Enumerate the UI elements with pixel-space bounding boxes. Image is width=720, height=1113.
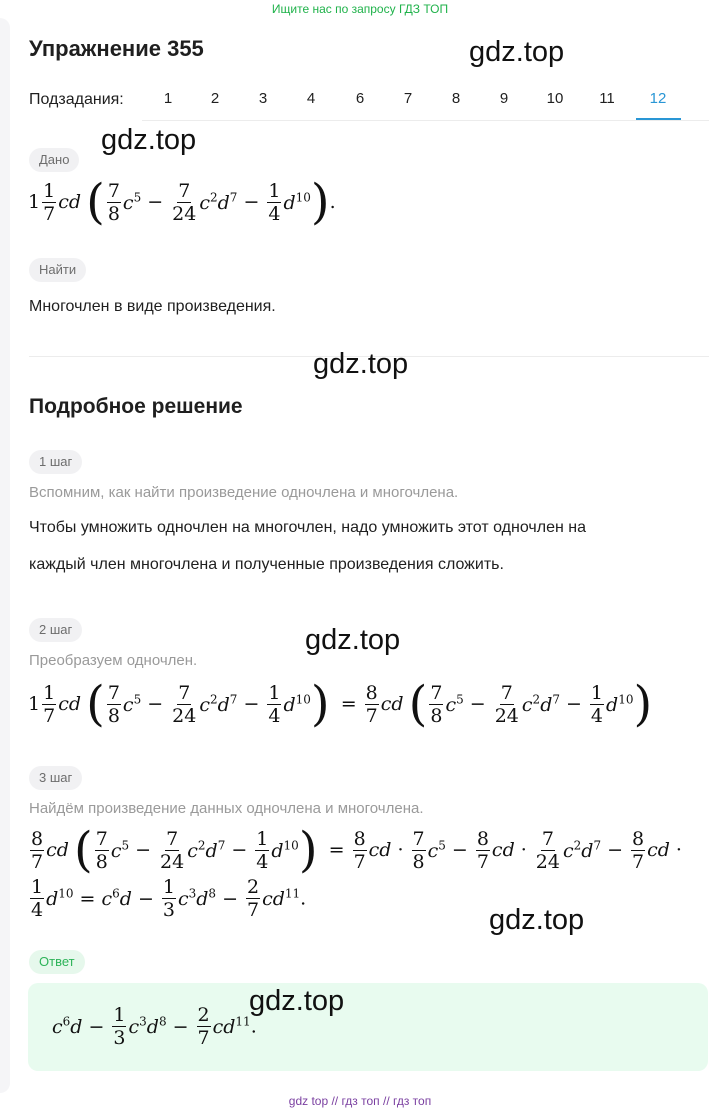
step3-badge: 3 шаг (29, 766, 82, 790)
step1-line2: каждый член многочлена и полученные произведения сложить. (29, 556, 504, 573)
subtasks-bar (29, 90, 709, 120)
tab-subtask-1[interactable]: 1 (163, 90, 173, 107)
step2-hint: Преобразуем одночлен. (29, 652, 198, 669)
watermark: gdz.top (305, 624, 401, 656)
left-rail (0, 18, 10, 1093)
step3-expression-line1: $\frac{8}{7}$ cd ( $\frac{7}{8}$ $c^5$ − $\frac{7}{24}$ $c^2d^7$ − $\frac{1}{4}$ $d^{10}$) = $\frac{8}{7}$ cd · $\frac{7}{8}$ $c^5$ − $\frac{8}{7}$ cd · $\frac{7}{24}$ $c^2d^7$ − $\frac{8}{7}$ cd · (31, 822, 682, 878)
subtasks-label: Подзадания: (29, 91, 124, 108)
watermark: gdz.top (249, 985, 345, 1017)
answer-expression: $c^6d$ − $\frac{1}{3}$ $c^3d^8$ − $\frac{2}{7}$ $cd^{11}$. (52, 1004, 257, 1049)
tab-subtask-4[interactable]: 4 (306, 90, 316, 107)
step2-badge: 2 шаг (29, 618, 82, 642)
solution-heading: Подробное решение (29, 395, 243, 418)
find-badge: Найти (29, 258, 86, 282)
tab-subtask-7[interactable]: 7 (403, 90, 413, 107)
tab-subtask-8[interactable]: 8 (451, 90, 461, 107)
tab-subtask-9[interactable]: 9 (499, 90, 509, 107)
answer-badge: Ответ (29, 950, 85, 974)
tab-subtask-6[interactable]: 6 (355, 90, 365, 107)
footer-links[interactable]: gdz top // гдз топ // гдз топ (288, 1094, 432, 1108)
given-badge: Дано (29, 148, 79, 172)
watermark: gdz.top (101, 124, 197, 156)
tab-subtask-2[interactable]: 2 (210, 90, 220, 107)
tab-subtask-11[interactable]: 11 (599, 90, 615, 107)
step3-expression-line2: $\frac{1}{4}$ $d^{10} = c^6d$ − $\frac{1}{3}$ $c^3d^8$ − $\frac{2}{7}$ $cd^{11}$. (31, 876, 307, 921)
tabs-divider (142, 120, 709, 121)
page-title: Упражнение 355 (29, 36, 204, 61)
tab-subtask-10[interactable]: 10 (546, 90, 564, 107)
find-text: Многочлен в виде произведения. (29, 298, 276, 315)
step1-line1: Чтобы умножить одночлен на многочлен, надо умножить этот одночлен на (29, 519, 586, 536)
watermark: gdz.top (489, 904, 585, 936)
tab-subtask-12[interactable]: 12 (649, 90, 667, 107)
step1-hint: Вспомним, как найти произведение одночлена и многочлена. (29, 484, 459, 501)
top-banner[interactable]: Ищите нас по запросу ГДЗ ТОП (271, 2, 449, 16)
active-tab-indicator (636, 118, 681, 120)
step1-badge: 1 шаг (29, 450, 82, 474)
watermark: gdz.top (313, 348, 409, 380)
watermark: gdz.top (469, 36, 565, 68)
tab-subtask-3[interactable]: 3 (258, 90, 268, 107)
step3-hint: Найдём произведение данных одночлена и многочлена. (29, 800, 424, 817)
step2-expression: 1 $\frac{1}{7}$ cd ( $\frac{7}{8}$ $c^5$ − $\frac{7}{24}$ $c^2d^7$ − $\frac{1}{4}$ $d^{10}$) = $\frac{8}{7}$ cd ( $\frac{7}{8}$ $c^5$ − $\frac{7}{24}$ $c^2d^7$ − $\frac{1}{4}$ $d^{10}$) (28, 676, 653, 732)
given-expression: 1 $\frac{1}{7}$ cd ( $\frac{7}{8}$ $c^5$ − $\frac{7}{24}$ $c^2d^7$ − $\frac{1}{4}$ $d^{10}$). (28, 174, 336, 230)
